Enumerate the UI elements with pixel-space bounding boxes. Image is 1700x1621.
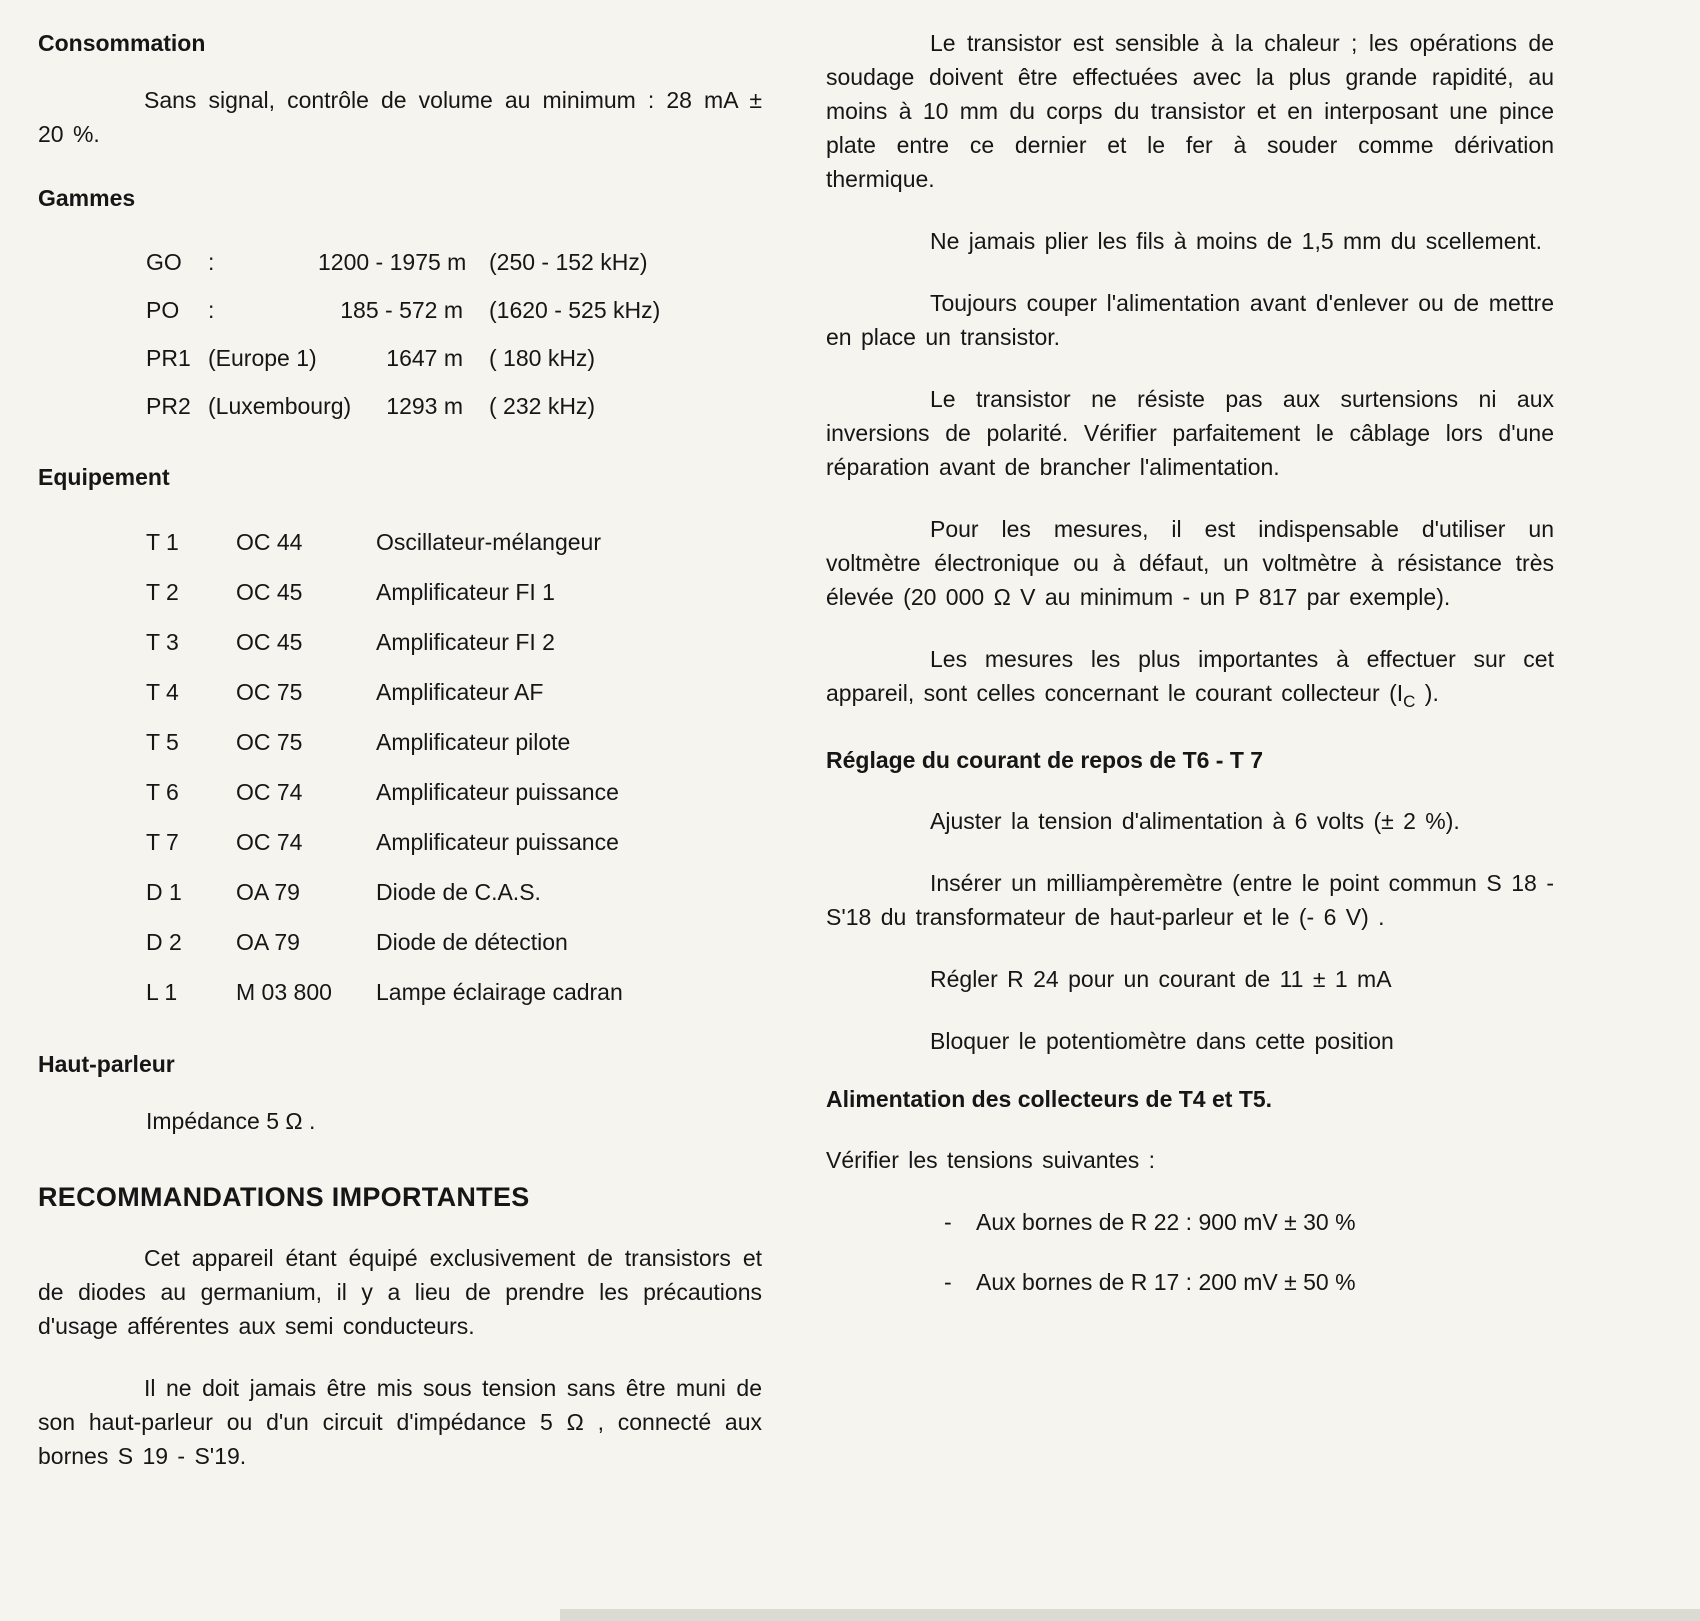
frequency-cell: ( 180 kHz): [489, 345, 596, 371]
band-cell: PO: [146, 297, 180, 323]
gammes-row: [146, 238, 762, 286]
gammes-row: [146, 334, 762, 382]
heading-reglage-courant: Réglage du courant de repos de T6 - T 7: [826, 747, 1264, 773]
paragraph-heat-warning: Le transistor est sensible à la chaleur ; les opérations de soudage doivent être effectuées avec la plus grande rapidité, au moins à 10 mm du corps du transistor et en interposant une pince plate entre ce dernier et le fer à souder comme dérivation thermique.: [826, 30, 1554, 192]
gammes-row: [146, 286, 762, 334]
component-desc-cell: Lampe éclairage cadran: [376, 979, 623, 1005]
paragraph-surge-warning: Le transistor ne résiste pas aux surtensions ni aux inversions de polarité. Vérifier parfaitement le câblage lors d'une réparation avant de brancher l'alimentation.: [826, 386, 1554, 480]
component-type-cell: OC 74: [236, 779, 303, 805]
component-type-cell: OA 79: [236, 879, 300, 905]
component-type-cell: OC 75: [236, 729, 303, 755]
component-type-cell: OA 79: [236, 929, 300, 955]
component-type-cell: OC 45: [236, 629, 303, 655]
heading-consommation: Consommation: [38, 30, 206, 56]
right-column: [826, 26, 1554, 1501]
frequency-cell: ( 232 kHz): [489, 393, 596, 419]
wavelength-cell: 1200 - 1975 m: [318, 249, 467, 275]
equipement-row: [146, 967, 762, 1017]
component-desc-cell: Oscillateur-mélangeur: [376, 529, 601, 555]
scan-edge-artifact: [560, 1609, 1700, 1621]
paragraph-voltmeter: Pour les mesures, il est indispensable d'utiliser un voltmètre électronique ou à défaut, un voltmètre à résistance très élevée (20 000 Ω V au minimum - un P 817 par exemple).: [826, 516, 1554, 610]
component-desc-cell: Amplificateur puissance: [376, 779, 619, 805]
qualifier-cell: :: [208, 249, 215, 275]
component-ref-cell: L 1: [146, 979, 178, 1005]
component-desc-cell: Amplificateur FI 1: [376, 579, 555, 605]
component-ref-cell: T 3: [146, 629, 179, 655]
dash-marker: -: [944, 1209, 952, 1235]
band-cell: PR2: [146, 393, 191, 419]
measurement-item-r22: [826, 1205, 1554, 1239]
equipement-row: [146, 917, 762, 967]
paragraph-text-end: ).: [1415, 680, 1439, 706]
component-type-cell: OC 45: [236, 579, 303, 605]
frequency-cell: (1620 - 525 kHz): [489, 297, 661, 323]
gammes-table: [146, 238, 762, 430]
paragraph-bloquer-potentiometre: Bloquer le potentiomètre dans cette position: [930, 1028, 1394, 1054]
heading-gammes: Gammes: [38, 185, 136, 211]
component-ref-cell: D 2: [146, 929, 182, 955]
consommation-paragraph: Sans signal, contrôle de volume au minimum : 28 mA ± 20 %.: [38, 87, 762, 147]
recommandations-paragraph-2: Il ne doit jamais être mis sous tension sans être muni de son haut-parleur ou d'un circuit d'impédance 5 Ω , connecté aux bornes S 19 - S'19.: [38, 1375, 762, 1469]
component-desc-cell: Amplificateur pilote: [376, 729, 571, 755]
equipement-row: [146, 517, 762, 567]
equipement-row: [146, 717, 762, 767]
component-desc-cell: Amplificateur puissance: [376, 829, 619, 855]
equipement-row: [146, 767, 762, 817]
wavelength-cell: 1647 m: [386, 345, 463, 371]
equipement-row: [146, 617, 762, 667]
measurement-item-r17: [826, 1265, 1554, 1299]
impedance-text: Impédance 5 Ω .: [146, 1108, 316, 1134]
component-type-cell: M 03 800: [236, 979, 332, 1005]
component-desc-cell: Amplificateur FI 2: [376, 629, 555, 655]
paragraph-milliamperemetre: Insérer un milliampèremètre (entre le point commun S 18 - S'18 du transformateur de haut-parleur et le (- 6 V) .: [826, 870, 1554, 930]
component-ref-cell: D 1: [146, 879, 182, 905]
band-cell: PR1: [146, 345, 191, 371]
qualifier-cell: (Europe 1): [208, 345, 317, 371]
wavelength-cell: 1293 m: [386, 393, 463, 419]
component-type-cell: OC 75: [236, 679, 303, 705]
heading-alimentation-collecteurs: Alimentation des collecteurs de T4 et T5.: [826, 1086, 1273, 1112]
component-ref-cell: T 6: [146, 779, 179, 805]
component-desc-cell: Amplificateur AF: [376, 679, 544, 705]
equipement-table: [146, 517, 762, 1017]
paragraph-regler-r24: Régler R 24 pour un courant de 11 ± 1 mA: [930, 966, 1392, 992]
component-desc-cell: Diode de C.A.S.: [376, 879, 541, 905]
component-ref-cell: T 2: [146, 579, 179, 605]
left-column: [38, 26, 762, 1501]
gammes-row: [146, 382, 762, 430]
component-type-cell: OC 74: [236, 829, 303, 855]
recommandations-paragraph-1: Cet appareil étant équipé exclusivement de transistors et de diodes au germanium, il y a lieu de prendre les précautions d'usage afférentes aux semi conducteurs.: [38, 1245, 762, 1339]
equipement-row: [146, 567, 762, 617]
band-cell: GO: [146, 249, 182, 275]
heading-haut-parleur: Haut-parleur: [38, 1051, 175, 1077]
frequency-cell: (250 - 152 kHz): [489, 249, 648, 275]
component-ref-cell: T 4: [146, 679, 179, 705]
measurement-text: Aux bornes de R 17 : 200 mV ± 50 %: [976, 1269, 1356, 1295]
paragraph-collector-current: [826, 642, 1554, 719]
component-desc-cell: Diode de détection: [376, 929, 568, 955]
qualifier-cell: (Luxembourg): [208, 393, 352, 419]
measurement-text: Aux bornes de R 22 : 900 mV ± 30 %: [976, 1209, 1356, 1235]
component-ref-cell: T 1: [146, 529, 179, 555]
paragraph-power-off: Toujours couper l'alimentation avant d'enlever ou de mettre en place un transistor.: [826, 290, 1554, 350]
equipement-row: [146, 667, 762, 717]
equipement-row: [146, 867, 762, 917]
qualifier-cell: :: [208, 297, 215, 323]
paragraph-text: Les mesures les plus importantes à effectuer sur cet appareil, sont celles concernant le courant collecteur (I: [826, 646, 1554, 706]
paragraph-verifier-tensions: Vérifier les tensions suivantes :: [826, 1147, 1156, 1173]
paragraph-ajuster-tension: Ajuster la tension d'alimentation à 6 volts (± 2 %).: [930, 808, 1460, 834]
wavelength-cell: 185 - 572 m: [340, 297, 463, 323]
component-ref-cell: T 7: [146, 829, 179, 855]
component-type-cell: OC 44: [236, 529, 303, 555]
subscript-c: C: [1403, 692, 1416, 711]
component-ref-cell: T 5: [146, 729, 179, 755]
heading-equipement: Equipement: [38, 464, 170, 490]
paragraph-wire-bending: Ne jamais plier les fils à moins de 1,5 mm du scellement.: [930, 228, 1543, 254]
dash-marker: -: [944, 1269, 952, 1295]
equipement-row: [146, 817, 762, 867]
heading-recommandations: RECOMMANDATIONS IMPORTANTES: [38, 1182, 530, 1212]
